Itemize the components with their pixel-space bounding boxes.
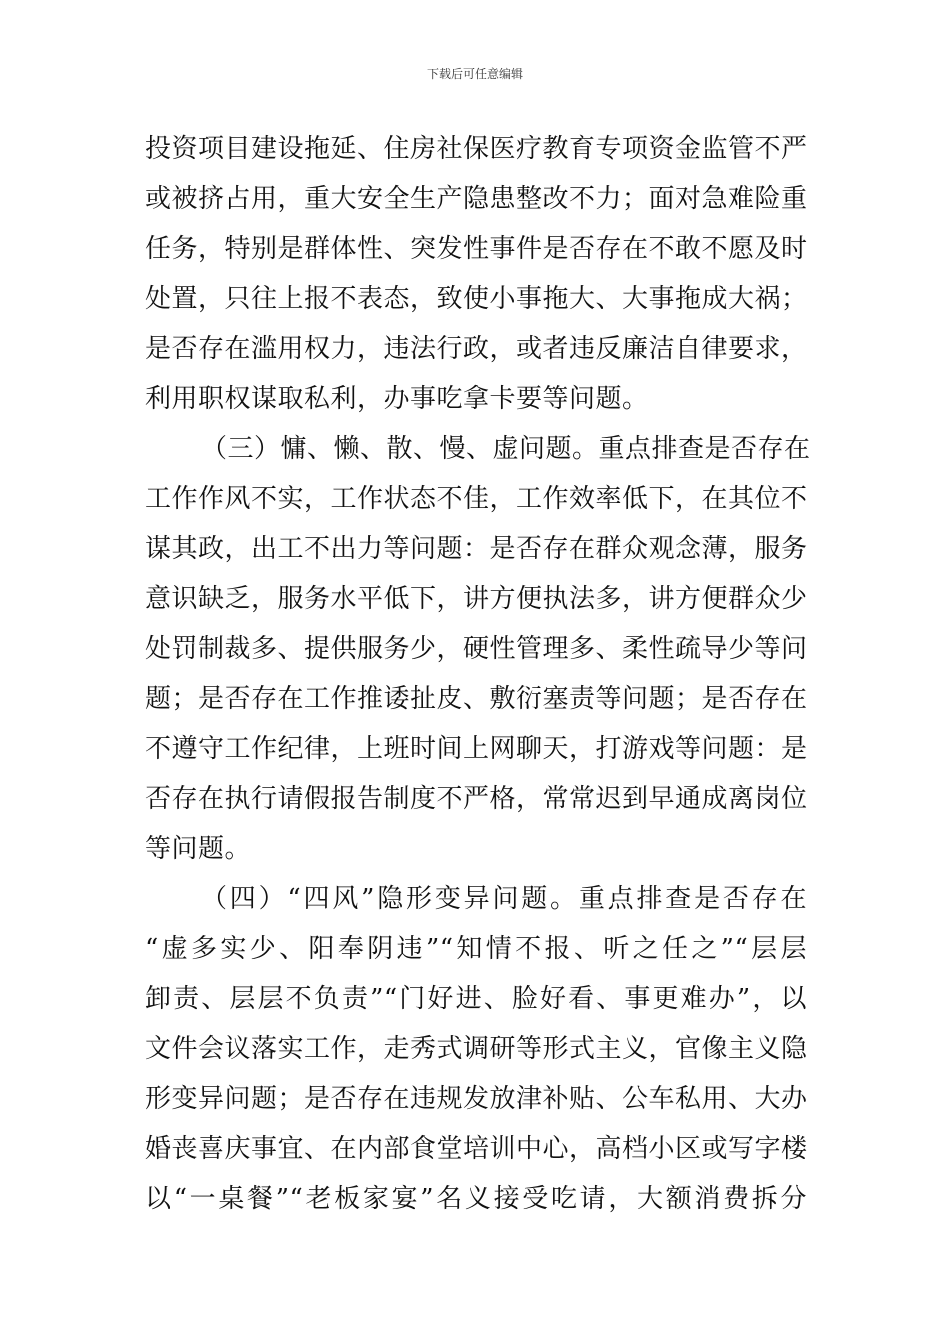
text-line: 婚丧喜庆事宜、在内部食堂培训中心，高档小区或写字楼 [145,1134,808,1164]
text-line: 形变异问题；是否存在违规发放津补贴、公车私用、大办 [145,1084,808,1114]
text-line: 利用职权谋取私利，办事吃拿卡要等问题。 [145,384,649,414]
text-line: 等问题。 [145,834,252,864]
text-line: 不遵守工作纪律，上班时间上网聊天，打游戏等问题：是 [145,734,808,764]
section-heading-line: （三）慵、懒、散、慢、虚问题。重点排查是否存在 [201,434,811,464]
text-line: “虚多实少、阳奉阴违”“知情不报、听之任之”“层层 [145,934,807,964]
text-line: 投资项目建设拖延、住房社保医疗教育专项资金监管不严 [145,134,808,164]
text-line: 任务，特别是群体性、突发性事件是否存在不敢不愿及时 [145,234,808,264]
section-heading-line: （四）“四风”隐形变异问题。重点排查是否存在 [201,884,807,914]
text-line: 处罚制裁多、提供服务少，硬性管理多、柔性疏导少等问 [145,634,808,664]
text-line: 谋其政，出工不出力等问题：是否存在群众观念薄，服务 [145,534,808,564]
text-line: 以“一桌餐”“老板家宴”名义接受吃请，大额消费拆分 [145,1184,807,1214]
text-line: 工作作风不实，工作状态不佳，工作效率低下，在其位不 [145,484,808,514]
text-line: 处置，只往上报不表态，致使小事拖大、大事拖成大祸； [145,284,808,314]
text-line: 题；是否存在工作推诿扯皮、敷衍塞责等问题；是否存在 [145,684,808,714]
text-line: 卸责、层层不负责”“门好进、脸好看、事更难办”，以 [145,984,807,1014]
text-line: 意识缺乏，服务水平低下，讲方便执法多，讲方便群众少 [145,584,808,614]
page-header-note: 下载后可任意编辑 [426,67,523,81]
text-line: 文件会议落实工作，走秀式调研等形式主义，官像主义隐 [145,1034,808,1064]
text-line: 或被挤占用，重大安全生产隐患整改不力；面对急难险重 [145,184,808,214]
text-line: 是否存在滥用权力，违法行政，或者违反廉洁自律要求， [145,334,808,364]
document-body [145,124,811,1224]
text-line: 否存在执行请假报告制度不严格，常常迟到早通成离岗位 [145,784,808,814]
